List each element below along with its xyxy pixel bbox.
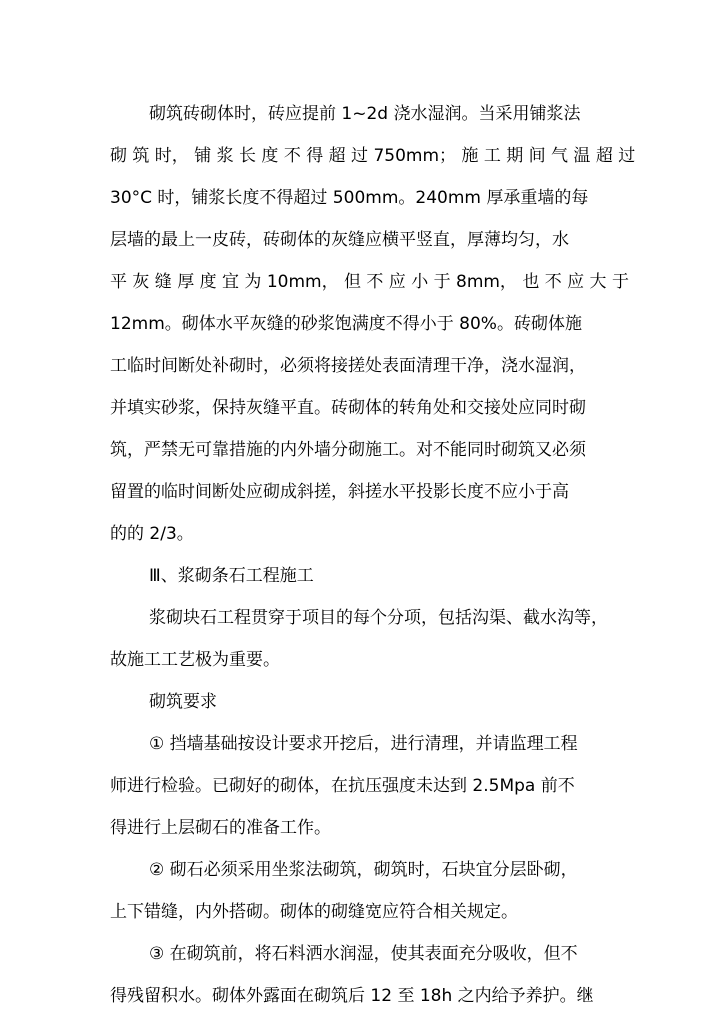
list-item-line: 上下错缝，内外搭砌。砌体的砌缝宽应符合相关规定。 — [110, 902, 518, 922]
paragraph-line: 留置的临时间断处应砌成斜搓，斜搓水平投影长度不应小于高 — [110, 482, 569, 502]
subsection-heading: 砌筑要求 — [149, 692, 217, 712]
paragraph-line: 层墙的最上一皮砖，砖砌体的灰缝应横平竖直，厚薄均匀，水 — [110, 230, 569, 250]
list-item-line: ① 挡墙基础按设计要求开挖后，进行清理，并请监理工程 — [149, 734, 578, 754]
paragraph-line: 工临时间断处补砌时，必须将接搓处表面清理干净，浇水湿润， — [110, 356, 586, 376]
paragraph-line: 砌筑砖砌体时，砖应提前 1~2d 浇水湿润。当采用铺浆法 — [149, 104, 581, 124]
paragraph-line: 砌 筑 时， 铺 浆 长 度 不 得 超 过 750mm； 施 工 期 间 气 温 超 过 — [110, 146, 636, 166]
list-item-line: 得残留积水。砌体外露面在砌筑后 12 至 18h 之内给予养护。继 — [110, 986, 594, 1006]
paragraph-line: 平 灰 缝 厚 度 宜 为 10mm， 但 不 应 小 于 8mm， 也 不 应 大 于 — [110, 272, 629, 292]
list-item-line: ③ 在砌筑前，将石料洒水润湿，使其表面充分吸收，但不 — [149, 944, 578, 964]
list-item-line: 师进行检验。已砌好的砌体，在抗压强度未达到 2.5Mpa 前不 — [110, 776, 575, 796]
paragraph-line: 的的 2/3。 — [110, 524, 194, 544]
paragraph-line: 12mm。砌体水平灰缝的砂浆饱满度不得小于 80%。砖砌体施 — [110, 314, 582, 334]
paragraph-line: 30°C 时，铺浆长度不得超过 500mm。240mm 厚承重墙的每 — [110, 188, 589, 208]
paragraph-line: 并填实砂浆，保持灰缝平直。砖砌体的转角处和交接处应同时砌 — [110, 398, 586, 418]
paragraph-line: 故施工工艺极为重要。 — [110, 650, 280, 670]
list-item-line: 得进行上层砌石的准备工作。 — [110, 818, 331, 838]
list-item-line: ② 砌石必须采用坐浆法砌筑，砌筑时，石块宜分层卧砌， — [149, 860, 578, 880]
paragraph-line: 浆砌块石工程贯穿于项目的每个分项，包括沟渠、截水沟等， — [149, 608, 608, 628]
paragraph-line: 筑，严禁无可靠措施的内外墙分砌施工。对不能同时砌筑又必须 — [110, 440, 586, 460]
section-heading: Ⅲ、浆砌条石工程施工 — [149, 566, 314, 586]
